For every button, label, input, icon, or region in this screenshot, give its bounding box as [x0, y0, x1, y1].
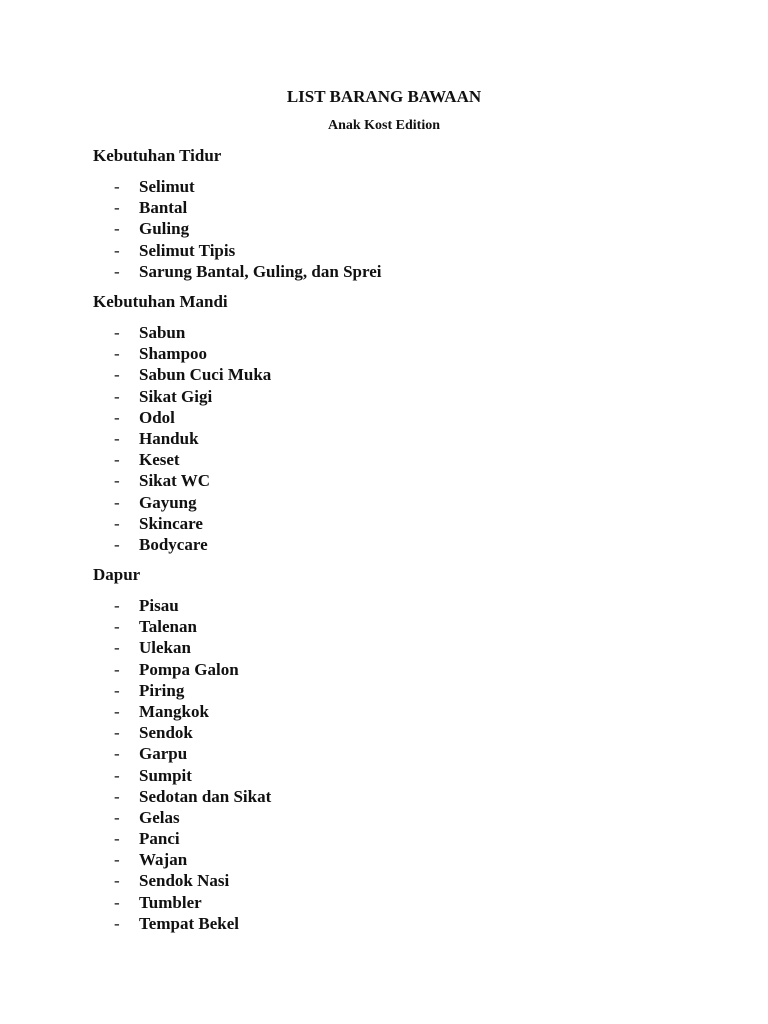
list-item-label: Gayung: [139, 492, 197, 512]
bullet-dash: -: [114, 177, 120, 196]
list-item-label: Guling: [139, 219, 190, 239]
list-item-label: Sikat WC: [139, 471, 211, 491]
bullet-dash: -: [114, 850, 120, 870]
bullet-dash: -: [114, 428, 120, 448]
list-item-label: Keset: [139, 450, 180, 470]
list-item-label: Sedotan dan Sikat: [139, 786, 272, 806]
bullet-dash: -: [114, 701, 120, 721]
bullet-dash: -: [114, 659, 120, 679]
bullet-dash: -: [114, 198, 120, 218]
list-item-label: Handuk: [139, 428, 199, 448]
document-title: LIST BARANG BAWAAN: [286, 87, 482, 106]
list-item-label: Pompa Galon: [139, 659, 239, 679]
bullet-dash: -: [114, 829, 120, 849]
list-item-label: Tempat Bekel: [139, 913, 239, 933]
list-item-label: Sendok Nasi: [139, 871, 230, 891]
bullet-dash: -: [114, 365, 120, 385]
list-item-label: Wajan: [139, 850, 188, 870]
list-item-label: Sabun: [139, 323, 186, 342]
bullet-dash: -: [114, 723, 120, 743]
list-item-label: Sendok: [139, 723, 193, 743]
bullet-dash: -: [114, 534, 120, 554]
bullet-dash: -: [114, 492, 120, 512]
list-item-label: Tumbler: [139, 892, 202, 912]
list-item-label: Gelas: [139, 807, 180, 827]
list-item-label: Talenan: [139, 617, 197, 637]
bullet-dash: -: [114, 765, 120, 785]
bullet-dash: -: [114, 892, 120, 912]
list-item-label: Sarung Bantal, Guling, dan Sprei: [139, 261, 382, 281]
section-heading-kebutuhan-tidur: Kebutuhan Tidur: [93, 146, 222, 165]
document-subtitle: Anak Kost Edition: [327, 118, 441, 133]
bullet-dash: -: [114, 386, 120, 406]
bullet-dash: -: [114, 261, 120, 281]
bullet-dash: -: [114, 471, 120, 491]
bullet-dash: -: [114, 680, 120, 700]
bullet-dash: -: [114, 407, 120, 427]
bullet-dash: -: [114, 513, 120, 533]
bullet-dash: -: [114, 596, 120, 615]
bullet-dash: -: [114, 219, 120, 239]
bullet-dash: -: [114, 744, 120, 764]
list-item-label: Piring: [139, 680, 185, 700]
bullet-dash: -: [114, 638, 120, 658]
list-item-label: Selimut: [139, 177, 195, 196]
bullet-dash: -: [114, 323, 120, 342]
list-item-label: Sumpit: [139, 765, 192, 785]
bullet-dash: -: [114, 786, 120, 806]
list-item-label: Sabun Cuci Muka: [139, 365, 272, 385]
bullet-dash: -: [114, 871, 120, 891]
bullet-dash: -: [114, 240, 120, 260]
section-heading-kebutuhan-mandi: Kebutuhan Mandi: [93, 292, 228, 311]
list-item-label: Mangkok: [139, 701, 209, 721]
list-item-label: Odol: [139, 407, 175, 427]
list-item-label: Shampoo: [139, 344, 208, 364]
list-item-label: Ulekan: [139, 638, 191, 658]
list-item-label: Sikat Gigi: [139, 386, 213, 406]
bullet-dash: -: [114, 344, 120, 364]
list-item-label: Skincare: [139, 513, 203, 533]
bullet-dash: -: [114, 913, 120, 933]
bullet-dash: -: [114, 617, 120, 637]
bullet-dash: -: [114, 807, 120, 827]
list-item-label: Bodycare: [139, 534, 208, 554]
list-item-label: Bantal: [139, 198, 188, 218]
list-item-label: Selimut Tipis: [139, 240, 236, 260]
list-item-label: Panci: [139, 829, 180, 849]
list-item-label: Pisau: [139, 596, 179, 615]
section-heading-dapur: Dapur: [93, 565, 141, 584]
list-item-label: Garpu: [139, 744, 188, 764]
bullet-dash: -: [114, 450, 120, 470]
